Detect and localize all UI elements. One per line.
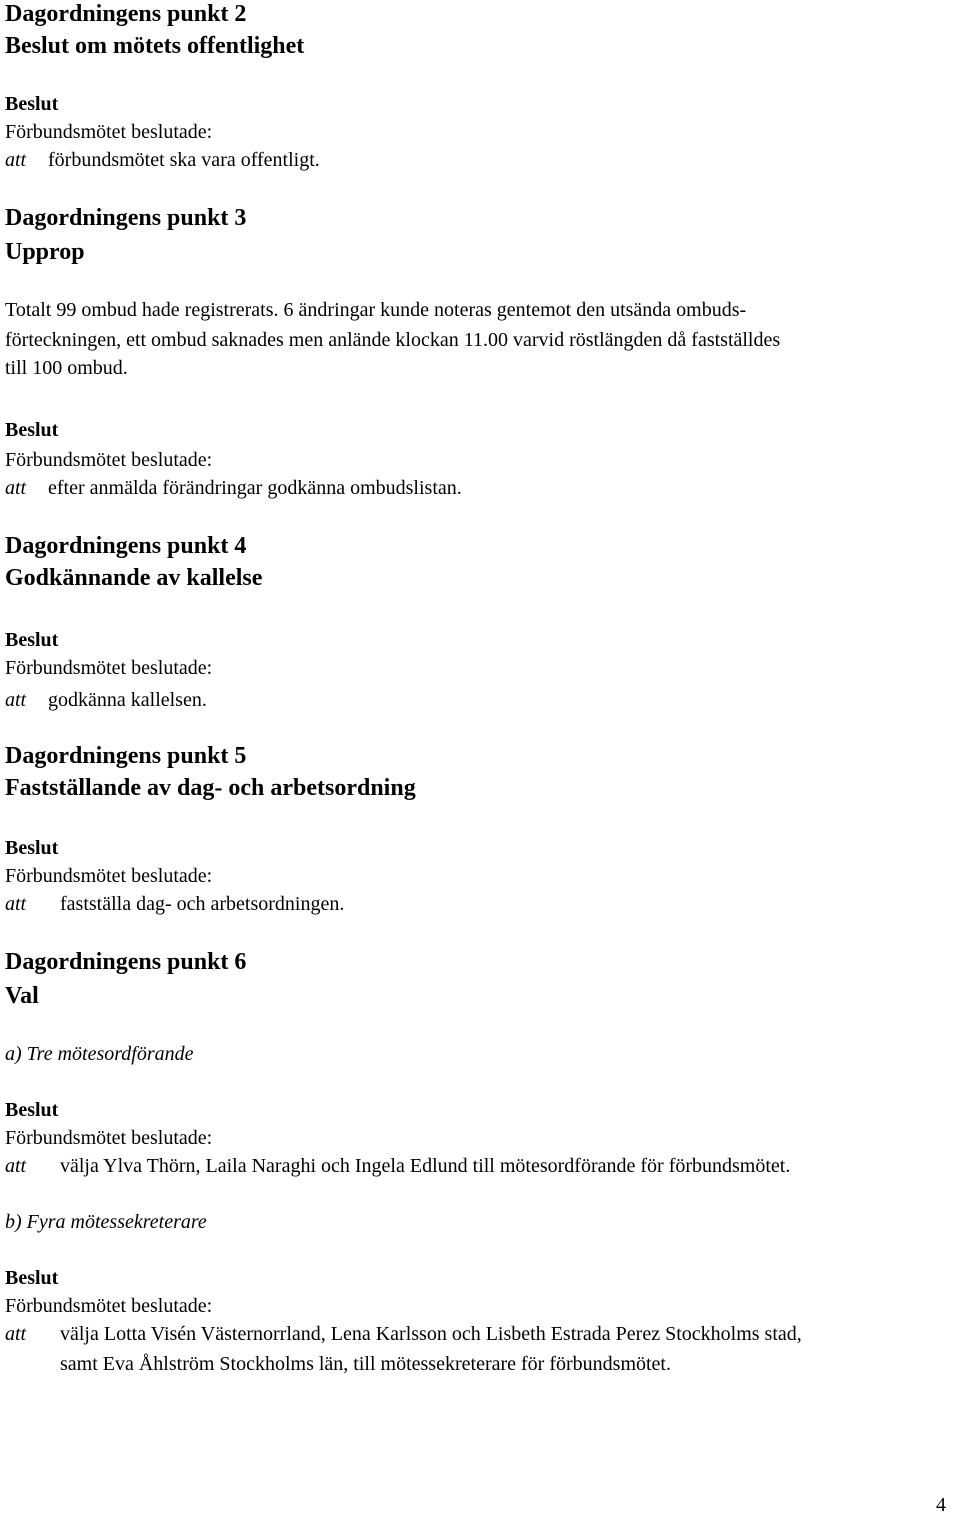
section-5-beslut: Beslut [5,837,59,859]
section-5-decision: fastställa dag- och arbetsordningen. [60,893,345,915]
subsection-a-decision-line-1: välja Ylva Thörn, Laila Naraghi och Ingela Edlund till mötesordförande för förbundsmötet. [60,1155,791,1177]
section-3-att: att [5,477,27,499]
section-3-paragraph-line-2: förteckningen, ett ombud saknades men anlände klockan 11.00 varvid röstlängden då fastställdes [5,329,781,351]
subsection-b-intro: Förbundsmötet beslutade: [5,1295,213,1317]
section-5-intro: Förbundsmötet beslutade: [5,865,213,887]
section-3-intro: Förbundsmötet beslutade: [5,449,213,471]
section-2-decision: förbundsmötet ska vara offentligt. [48,149,320,171]
section-3-paragraph-line-1: Totalt 99 ombud hade registrerats. 6 ändringar kunde noteras gentemot den utsända ombuds- [5,299,747,321]
section-2-title: Beslut om mötets offentlighet [5,33,305,59]
section-2-heading: Dagordningens punkt 2 [5,1,247,27]
section-6-title: Val [5,983,39,1009]
subsection-b-label: b) Fyra mötessekreterare [5,1211,207,1233]
subsection-a-att: att [5,1155,27,1177]
section-3-beslut: Beslut [5,419,59,441]
section-4-beslut: Beslut [5,629,59,651]
section-3-decision: efter anmälda förändringar godkänna ombudslistan. [48,477,462,499]
section-3-paragraph-line-3: till 100 ombud. [5,357,128,379]
section-4-intro: Förbundsmötet beslutade: [5,657,213,679]
section-3-heading: Dagordningens punkt 3 [5,205,247,231]
section-3-title: Upprop [5,239,85,265]
section-2-intro: Förbundsmötet beslutade: [5,121,213,143]
section-2-beslut: Beslut [5,93,59,115]
section-5-att: att [5,893,27,915]
section-4-att: att [5,689,27,711]
section-4-heading: Dagordningens punkt 4 [5,533,247,559]
document-page [5,0,955,1516]
section-5-heading: Dagordningens punkt 5 [5,743,247,769]
subsection-a-beslut: Beslut [5,1099,59,1121]
subsection-a-label: a) Tre mötesordförande [5,1043,194,1065]
section-4-decision: godkänna kallelsen. [48,689,207,711]
section-2-att: att [5,149,27,171]
section-6-heading: Dagordningens punkt 6 [5,949,247,975]
subsection-b-att: att [5,1323,27,1345]
section-4-title: Godkännande av kallelse [5,565,263,591]
subsection-b-beslut: Beslut [5,1267,59,1289]
page-number: 4 [936,1494,946,1516]
subsection-a-intro: Förbundsmötet beslutade: [5,1127,213,1149]
section-5-title: Fastställande av dag- och arbetsordning [5,775,416,801]
subsection-b-decision-line-1: välja Lotta Visén Västernorrland, Lena Karlsson och Lisbeth Estrada Perez Stockholms stad, [60,1323,802,1345]
subsection-b-decision-line-2: samt Eva Åhlström Stockholms län, till mötessekreterare för förbundsmötet. [60,1353,671,1375]
